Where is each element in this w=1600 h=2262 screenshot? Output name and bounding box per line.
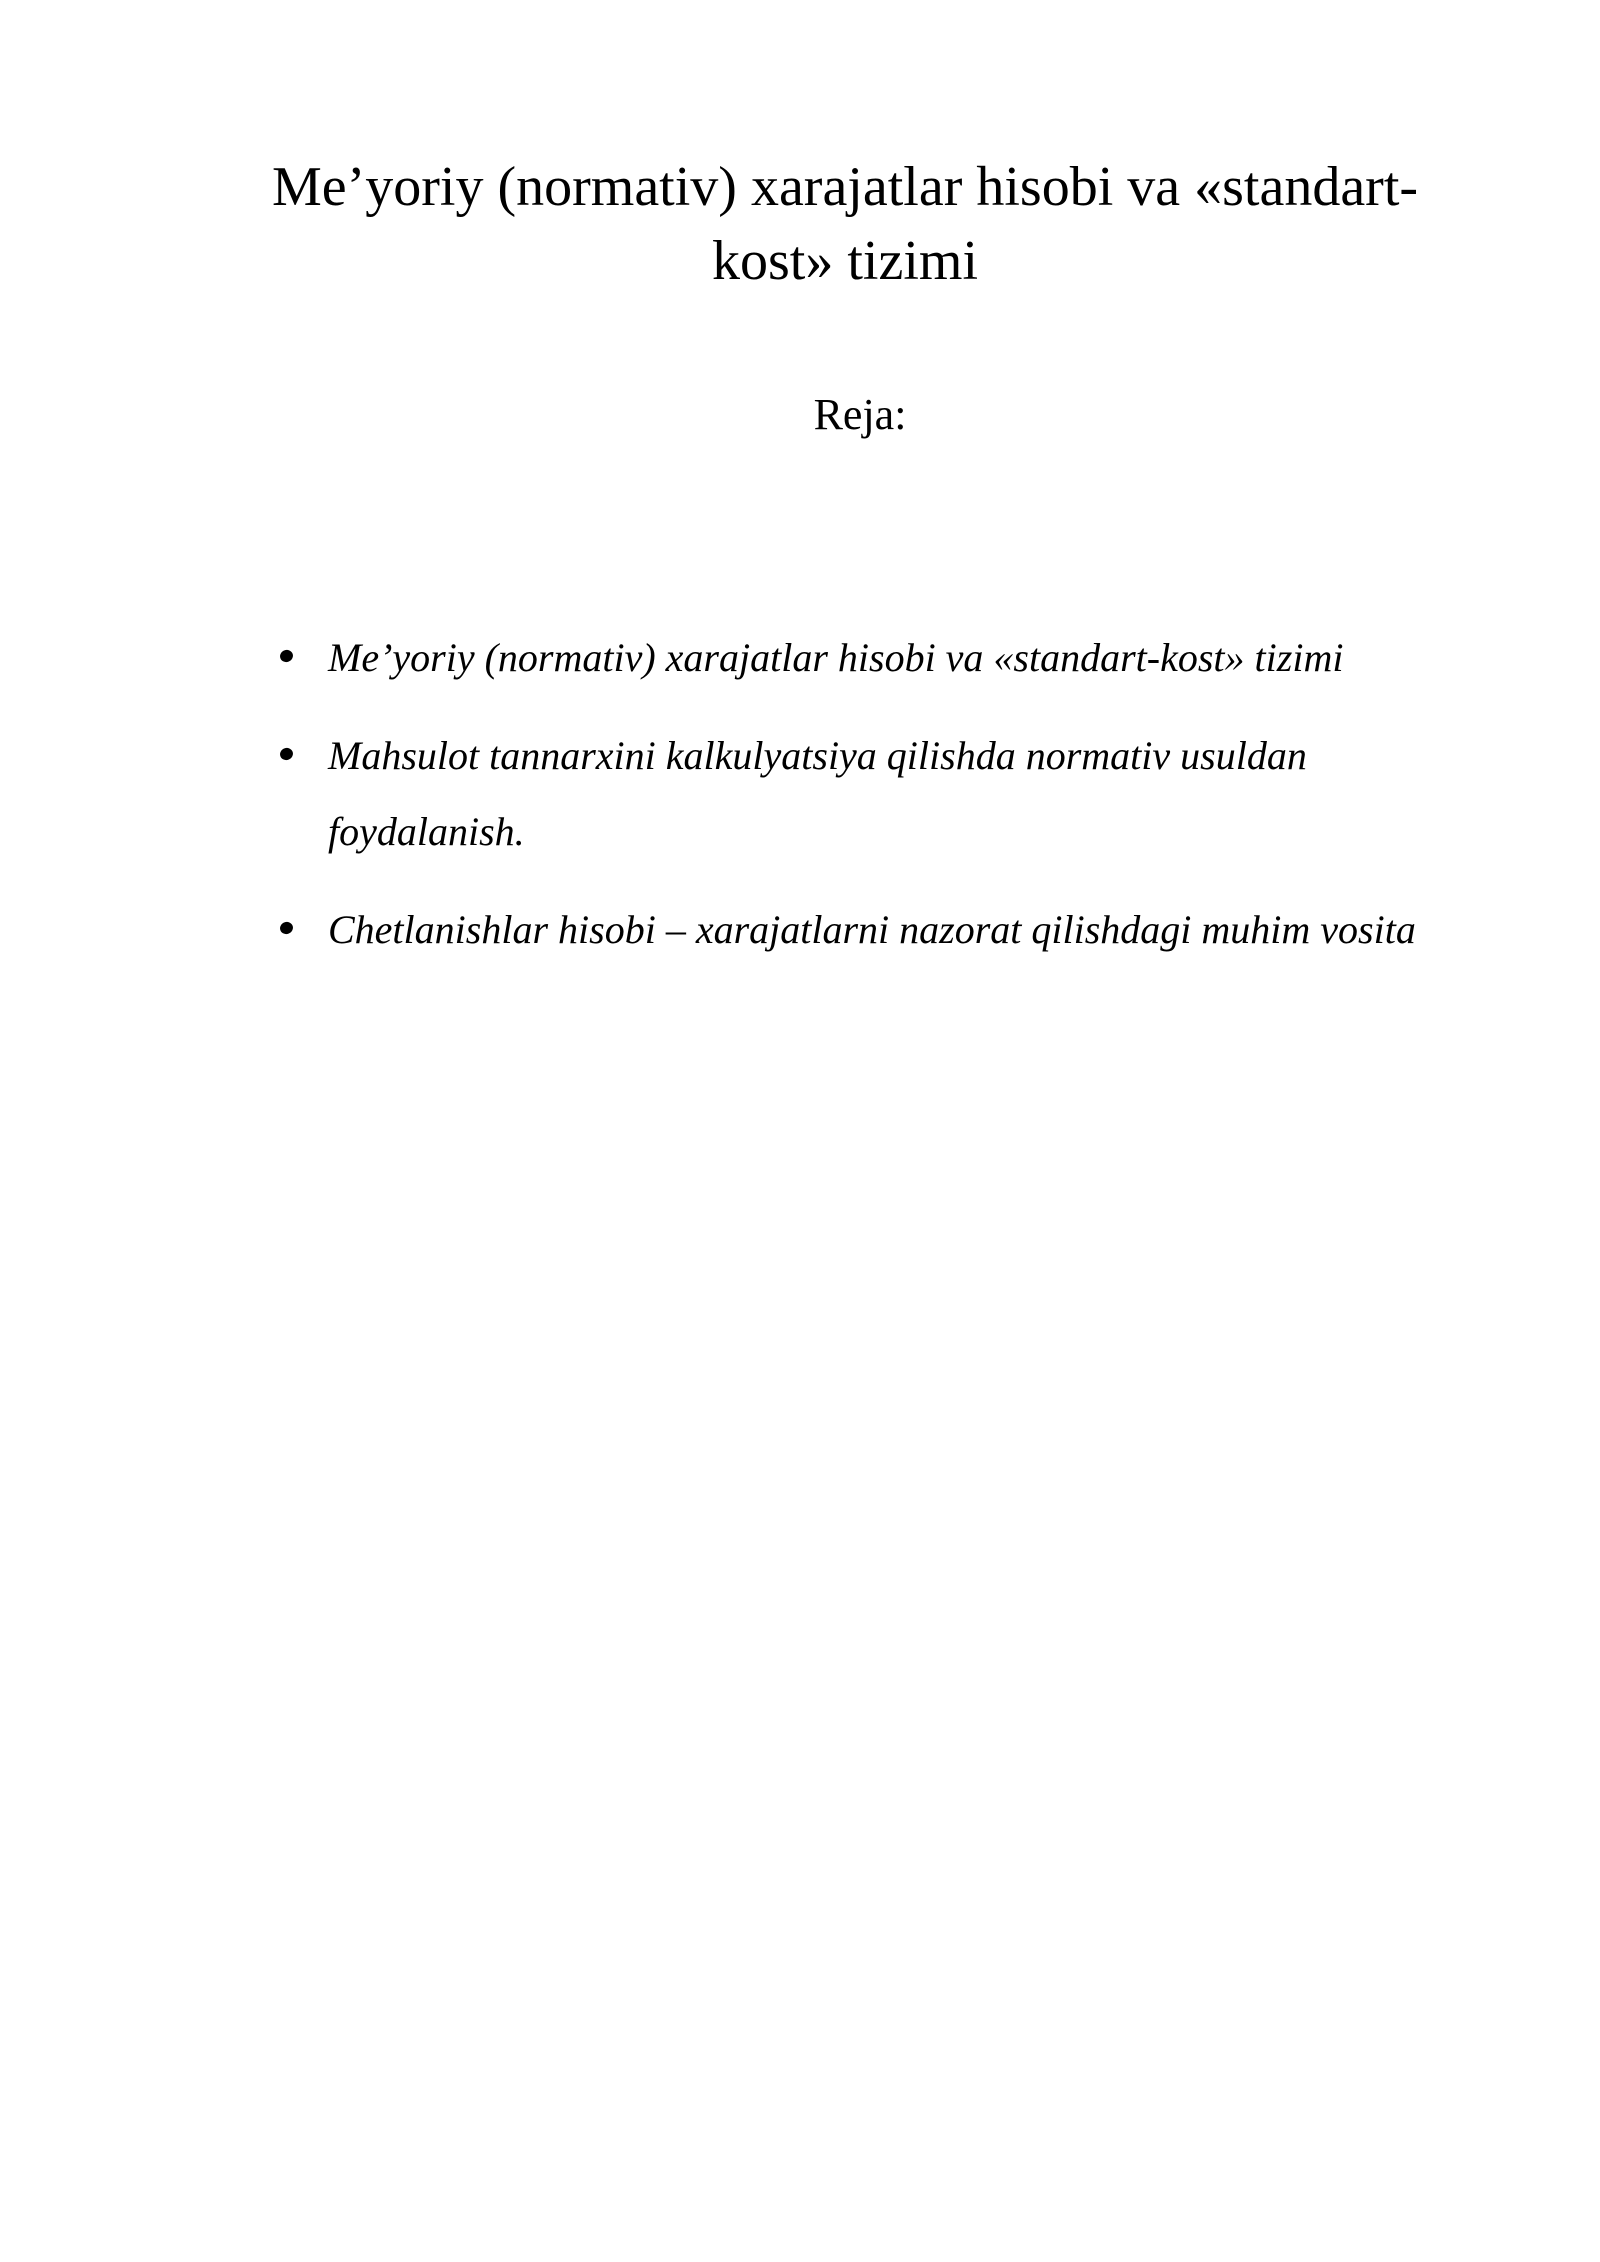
plan-list-item — [278, 620, 1478, 696]
plan-item-text: Chetlanishlar hisobi – xarajatlarni nazorat qilishdagi muhim vosita — [328, 907, 1416, 952]
plan-list-item — [278, 718, 1478, 870]
plan-list-item — [278, 892, 1478, 968]
document-title — [230, 150, 1460, 298]
document-title-line-2: kost» tizimi — [712, 230, 978, 292]
bullet-icon — [278, 746, 294, 762]
plan-heading: Reja: — [813, 390, 907, 439]
document-title-line-1: Me’yoriy (normativ) xarajatlar hisobi va «standart- — [271, 156, 1419, 218]
bullet-icon — [278, 648, 294, 664]
plan-list — [278, 620, 1478, 990]
plan-item-text: Mahsulot tannarxini kalkulyatsiya qilishda normativ usuldan foydalanish. — [328, 733, 1307, 854]
plan-item-text: Me’yoriy (normativ) xarajatlar hisobi va «standart-kost» tizimi — [328, 635, 1344, 680]
bullet-icon — [278, 920, 294, 936]
